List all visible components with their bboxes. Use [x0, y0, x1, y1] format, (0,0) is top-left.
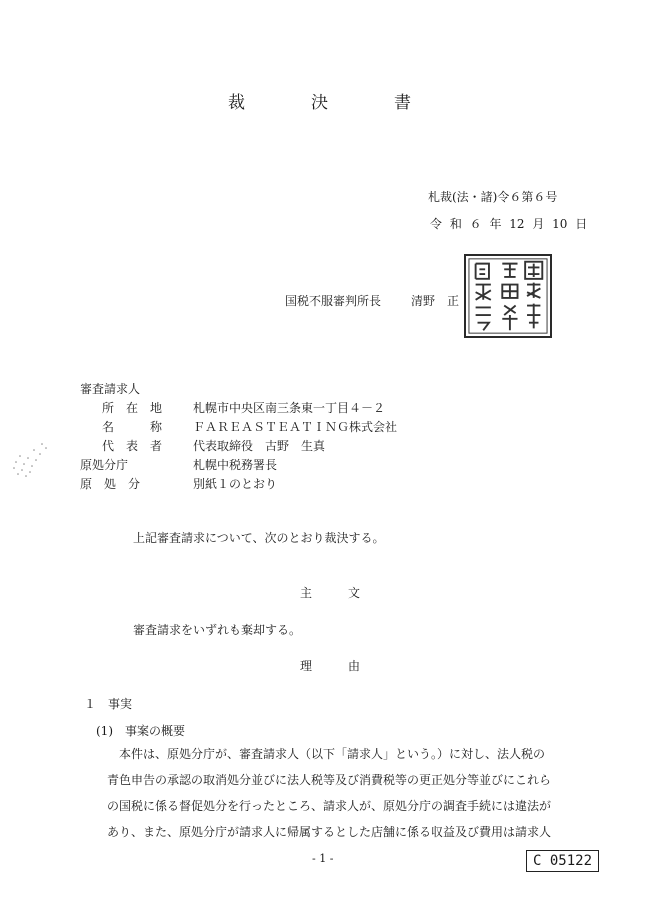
party-heading: 審査請求人 [80, 382, 141, 396]
title-char-1: 裁 [228, 93, 245, 113]
official-seal-icon [464, 254, 552, 338]
issuer-name: 清野 正 [411, 294, 460, 308]
party-label: 所 在 地 [102, 401, 163, 415]
party-value: 札幌中税務署長 [193, 458, 278, 472]
riyu-heading: 理 由 [300, 659, 361, 673]
party-value: 札幌市中央区南三条東一丁目４－２ [193, 401, 386, 415]
party-label: 原処分庁 [80, 458, 129, 472]
title-char-2: 決 [311, 93, 328, 113]
issuer-office: 国税不服審判所長 [285, 294, 382, 308]
body-paragraph [107, 741, 587, 845]
party-label: 原 処 分 [80, 477, 141, 491]
paragraph-line: あり、また、原処分庁が請求人に帰属するとした店舗に係る収益及び費用は請求人 [107, 825, 552, 839]
section-heading: １ 事実 [84, 697, 133, 711]
paragraph-line: 本件は、原処分庁が、審査請求人（以下「請求人」という。）に対し、法人税の [107, 747, 546, 761]
shubun-heading: 主 文 [300, 586, 361, 600]
page-number: - 1 - [312, 852, 334, 865]
subsection-heading: (1) 事案の概要 [96, 724, 185, 738]
document-number: 札裁(法・諸)令６第６号 [428, 190, 558, 204]
lead-sentence: 上記審査請求について、次のとおり裁決する。 [133, 531, 385, 545]
paragraph-line: の国税に係る督促処分を行ったところ、請求人が、原処分庁の調査手続には違法が [107, 799, 552, 813]
party-label: 名 称 [102, 420, 163, 434]
party-label: 代 表 者 [102, 439, 163, 453]
party-value: ＦＡＲＥＡＳＴＥＡＴＩＮＧ株式会社 [193, 420, 398, 434]
party-value: 代表取締役 古野 生真 [193, 439, 326, 453]
document-stamp: C 05122 [526, 850, 599, 872]
title-char-3: 書 [394, 93, 411, 113]
seal-graphic [466, 256, 550, 336]
scan-speckle-icon [12, 440, 52, 480]
shubun-body: 審査請求をいずれも棄却する。 [133, 623, 302, 637]
paragraph-line: 青色申告の承認の取消処分並びに法人税等及び消費税等の更正処分等並びにこれら [107, 773, 552, 787]
document-date: 令 和 ６ 年 12 月 10 日 [430, 217, 588, 231]
party-value: 別紙１のとおり [193, 477, 278, 491]
